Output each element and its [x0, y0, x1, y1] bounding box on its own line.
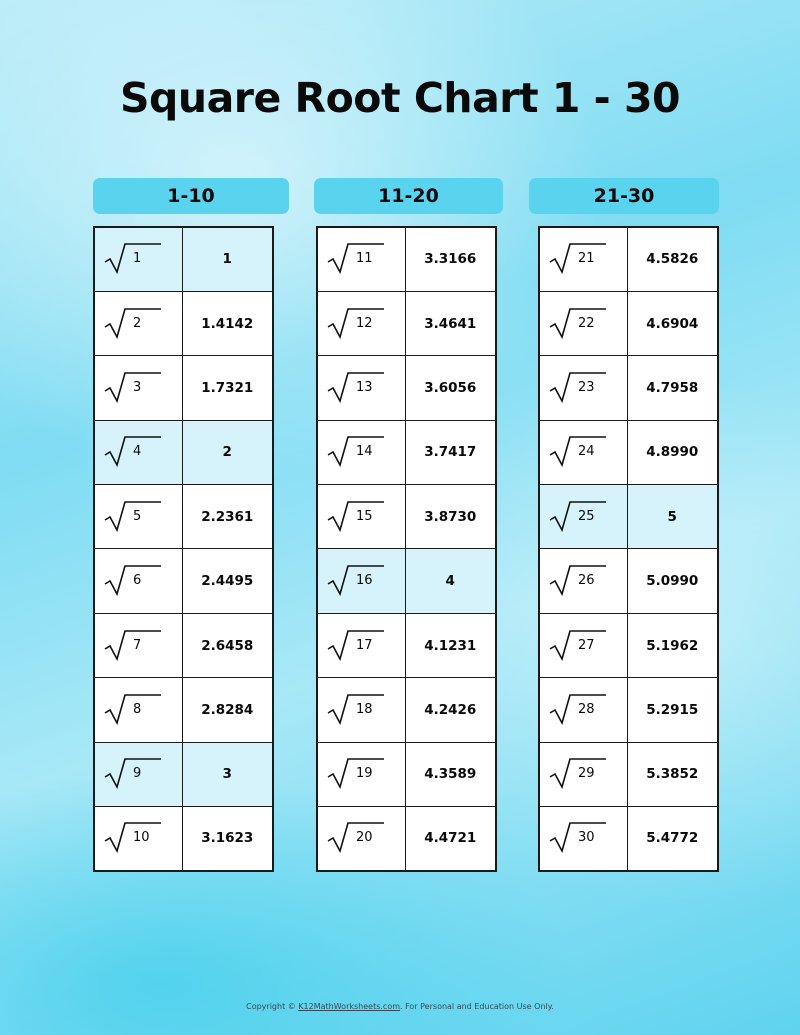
- radical-cell: [539, 420, 627, 484]
- radicand: 6: [133, 573, 142, 589]
- radicand: 4: [133, 444, 142, 460]
- table-row: [94, 613, 273, 677]
- radical-cell: [539, 613, 627, 677]
- column-1-10: [93, 178, 289, 847]
- table-row: [539, 742, 718, 806]
- radical-expression: [326, 499, 396, 535]
- radicand: 17: [356, 637, 373, 653]
- table-row: [317, 356, 496, 420]
- root-value: 3: [182, 742, 273, 806]
- radical-expression: [103, 241, 173, 277]
- root-value: 4.4721: [405, 807, 496, 871]
- page-title: Square Root Chart 1 - 30: [120, 74, 680, 122]
- radicand: 12: [356, 315, 373, 331]
- radicand: 15: [356, 508, 373, 524]
- radical-cell: [317, 807, 405, 871]
- radical-cell: [94, 807, 182, 871]
- root-value: 5.1962: [627, 613, 718, 677]
- radical-expression: [103, 370, 173, 406]
- table-row: [539, 485, 718, 549]
- radical-cell: [539, 549, 627, 613]
- footer-prefix: Copyright ©: [246, 1002, 299, 1011]
- table-row: [539, 613, 718, 677]
- radicand: 2: [133, 315, 142, 331]
- radicand: 20: [356, 830, 373, 846]
- table-row: [539, 807, 718, 871]
- table-row: [94, 485, 273, 549]
- radicand: 5: [133, 508, 142, 524]
- radical-expression: [103, 563, 173, 599]
- radicand: 9: [133, 766, 142, 782]
- radical-expression: [326, 756, 396, 792]
- column-header: 21-30: [529, 178, 719, 214]
- root-value: 5.4772: [627, 807, 718, 871]
- radical-expression: [103, 692, 173, 728]
- radicand: 22: [578, 315, 595, 331]
- footer-suffix: . For Personal and Education Use Only.: [400, 1002, 554, 1011]
- radical-expression: [326, 370, 396, 406]
- radical-expression: [326, 563, 396, 599]
- copyright-footer: [0, 1002, 800, 1011]
- radical-cell: [539, 807, 627, 871]
- table-row: [317, 549, 496, 613]
- radicand: 16: [356, 573, 373, 589]
- root-value: 2: [182, 420, 273, 484]
- root-value: 1.7321: [182, 356, 273, 420]
- root-value: 5.3852: [627, 742, 718, 806]
- column-21-30: [529, 178, 719, 847]
- radicand: 14: [356, 444, 373, 460]
- root-value: 3.6056: [405, 356, 496, 420]
- footer-link[interactable]: K12MathWorksheets.com: [298, 1002, 401, 1011]
- radical-cell: [317, 420, 405, 484]
- radical-expression: [103, 499, 173, 535]
- table-row: [539, 678, 718, 742]
- root-value: 2.2361: [182, 485, 273, 549]
- radicand: 26: [578, 573, 595, 589]
- radicand: 3: [133, 379, 142, 395]
- square-root-table: [316, 226, 497, 872]
- radical-expression: [548, 628, 618, 664]
- table-row: [94, 807, 273, 871]
- table-row: [317, 807, 496, 871]
- radicand: 21: [578, 251, 595, 267]
- table-row: [317, 742, 496, 806]
- radical-cell: [94, 227, 182, 291]
- root-value: 2.6458: [182, 613, 273, 677]
- radicand: 25: [578, 508, 595, 524]
- root-value: 1.4142: [182, 291, 273, 355]
- square-root-table: [93, 226, 274, 872]
- table-row: [317, 420, 496, 484]
- root-value: 5.0990: [627, 549, 718, 613]
- root-value: 4.6904: [627, 291, 718, 355]
- root-value: 3.3166: [405, 227, 496, 291]
- root-value: 1: [182, 227, 273, 291]
- root-value: 4: [405, 549, 496, 613]
- table-row: [317, 485, 496, 549]
- root-value: 4.7958: [627, 356, 718, 420]
- radical-cell: [94, 613, 182, 677]
- radicand: 29: [578, 766, 595, 782]
- radical-expression: [326, 628, 396, 664]
- column-header: 11-20: [314, 178, 503, 214]
- table-row: [539, 356, 718, 420]
- radicand: 24: [578, 444, 595, 460]
- radical-expression: [548, 692, 618, 728]
- radicand: 1: [133, 251, 142, 267]
- radical-expression: [103, 756, 173, 792]
- radical-expression: [103, 306, 173, 342]
- radical-cell: [317, 291, 405, 355]
- radical-cell: [539, 227, 627, 291]
- radicand: 13: [356, 379, 373, 395]
- radical-cell: [94, 678, 182, 742]
- radicand: 30: [578, 830, 595, 846]
- radical-cell: [539, 356, 627, 420]
- radical-expression: [326, 692, 396, 728]
- radical-expression: [326, 434, 396, 470]
- radical-cell: [94, 549, 182, 613]
- table-row: [539, 227, 718, 291]
- column-header: 1-10: [93, 178, 289, 214]
- table-row: [94, 420, 273, 484]
- table-row: [539, 549, 718, 613]
- radical-cell: [94, 420, 182, 484]
- radical-cell: [539, 678, 627, 742]
- table-row: [94, 227, 273, 291]
- root-value: 2.4495: [182, 549, 273, 613]
- radical-cell: [317, 678, 405, 742]
- radicand: 8: [133, 701, 142, 717]
- radical-cell: [94, 485, 182, 549]
- radical-cell: [539, 291, 627, 355]
- root-value: 5: [627, 485, 718, 549]
- radical-expression: [548, 370, 618, 406]
- root-value: 2.8284: [182, 678, 273, 742]
- radical-expression: [103, 628, 173, 664]
- table-row: [317, 227, 496, 291]
- radical-cell: [317, 485, 405, 549]
- table-row: [94, 742, 273, 806]
- radical-expression: [548, 563, 618, 599]
- radical-expression: [548, 306, 618, 342]
- radical-cell: [317, 613, 405, 677]
- radical-cell: [539, 485, 627, 549]
- radical-expression: [326, 241, 396, 277]
- root-value: 4.2426: [405, 678, 496, 742]
- radical-expression: [326, 306, 396, 342]
- root-value: 3.1623: [182, 807, 273, 871]
- radical-cell: [317, 742, 405, 806]
- table-row: [317, 678, 496, 742]
- table-row: [94, 678, 273, 742]
- radical-expression: [548, 434, 618, 470]
- root-value: 5.2915: [627, 678, 718, 742]
- root-value: 4.3589: [405, 742, 496, 806]
- root-value: 4.8990: [627, 420, 718, 484]
- radicand: 23: [578, 379, 595, 395]
- radical-cell: [539, 742, 627, 806]
- root-value: 4.5826: [627, 227, 718, 291]
- radicand: 28: [578, 701, 595, 717]
- radical-cell: [94, 291, 182, 355]
- root-value: 3.4641: [405, 291, 496, 355]
- root-value: 3.8730: [405, 485, 496, 549]
- radical-expression: [548, 820, 618, 856]
- radicand: 27: [578, 637, 595, 653]
- table-row: [317, 291, 496, 355]
- radical-cell: [317, 227, 405, 291]
- square-root-table: [538, 226, 719, 872]
- column-11-20: [314, 178, 503, 847]
- radical-expression: [103, 820, 173, 856]
- table-row: [94, 549, 273, 613]
- root-value: 3.7417: [405, 420, 496, 484]
- radical-cell: [317, 356, 405, 420]
- table-row: [317, 613, 496, 677]
- radicand: 19: [356, 766, 373, 782]
- radical-cell: [317, 549, 405, 613]
- radical-expression: [548, 499, 618, 535]
- radicand: 18: [356, 701, 373, 717]
- radicand: 11: [356, 251, 373, 267]
- radical-cell: [94, 742, 182, 806]
- radical-expression: [326, 820, 396, 856]
- table-row: [539, 420, 718, 484]
- radicand: 10: [133, 830, 150, 846]
- radical-expression: [548, 241, 618, 277]
- radical-expression: [548, 756, 618, 792]
- radical-expression: [103, 434, 173, 470]
- root-value: 4.1231: [405, 613, 496, 677]
- table-row: [94, 356, 273, 420]
- radicand: 7: [133, 637, 142, 653]
- table-row: [539, 291, 718, 355]
- table-row: [94, 291, 273, 355]
- radical-cell: [94, 356, 182, 420]
